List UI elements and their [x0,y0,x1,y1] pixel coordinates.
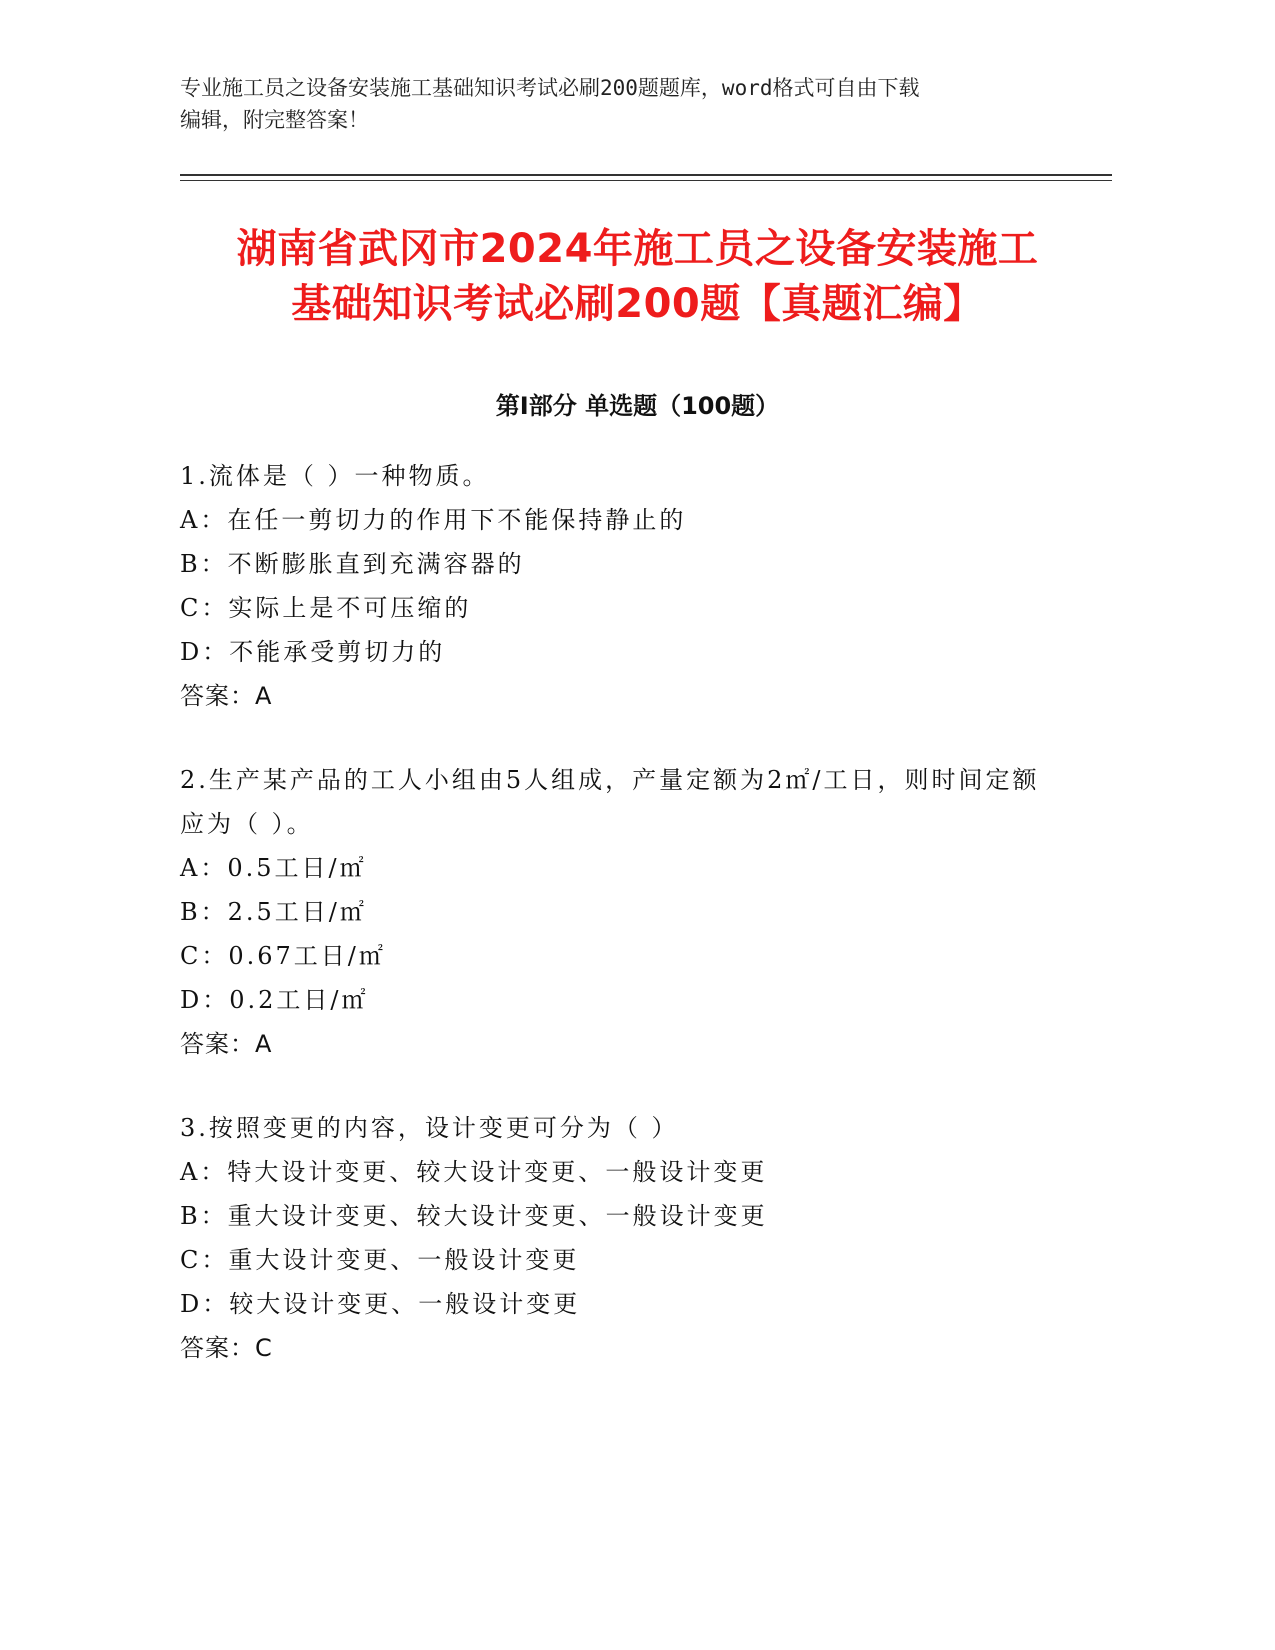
option-a: A：0.5工日/㎡ [180,854,367,882]
option-b: B：重大设计变更、较大设计变更、一般设计变更 [180,1202,768,1230]
option-c: C：实际上是不可压缩的 [180,594,472,622]
option-c: C：重大设计变更、一般设计变更 [180,1246,580,1274]
option-d: D：不能承受剪切力的 [180,638,446,666]
option-d: D：0.2工日/㎡ [180,986,369,1014]
header-divider-thick [180,174,1112,176]
answer-label: 答案：C [180,1334,273,1362]
question-stem: 1.流体是（ ）一种物质。 [180,462,490,490]
document-header [180,72,1060,136]
document-title [150,222,1125,332]
answer-label: 答案：A [180,1030,273,1058]
title-line-2: 基础知识考试必刷200题【真题汇编】 [291,281,984,327]
answer-label: 答案：A [180,682,273,710]
question-stem: 2.生产某产品的工人小组由5人组成，产量定额为2㎡/工日，则时间定额应为（ ）。 [180,766,1040,838]
option-a: A：在任一剪切力的作用下不能保持静止的 [180,506,687,534]
option-a: A：特大设计变更、较大设计变更、一般设计变更 [180,1158,768,1186]
header-divider-thin [180,180,1112,181]
header-line-1: 专业施工员之设备安装施工基础知识考试必刷200题题库，word格式可自由下载 [180,76,920,100]
option-c: C：0.67工日/㎡ [180,942,386,970]
question-2 [180,758,1060,1066]
option-b: B：2.5工日/㎡ [180,898,367,926]
option-d: D：较大设计变更、一般设计变更 [180,1290,581,1318]
option-b: B：不断膨胀直到充满容器的 [180,550,525,578]
section-title: 第Ⅰ部分 单选题（100题） [495,392,780,420]
header-line-2: 编辑，附完整答案！ [180,108,369,132]
title-line-1: 湖南省武冈市2024年施工员之设备安装施工 [236,226,1039,272]
question-3 [180,1106,1060,1370]
question-1 [180,454,1060,718]
question-stem: 3.按照变更的内容，设计变更可分为（ ） [180,1114,679,1142]
